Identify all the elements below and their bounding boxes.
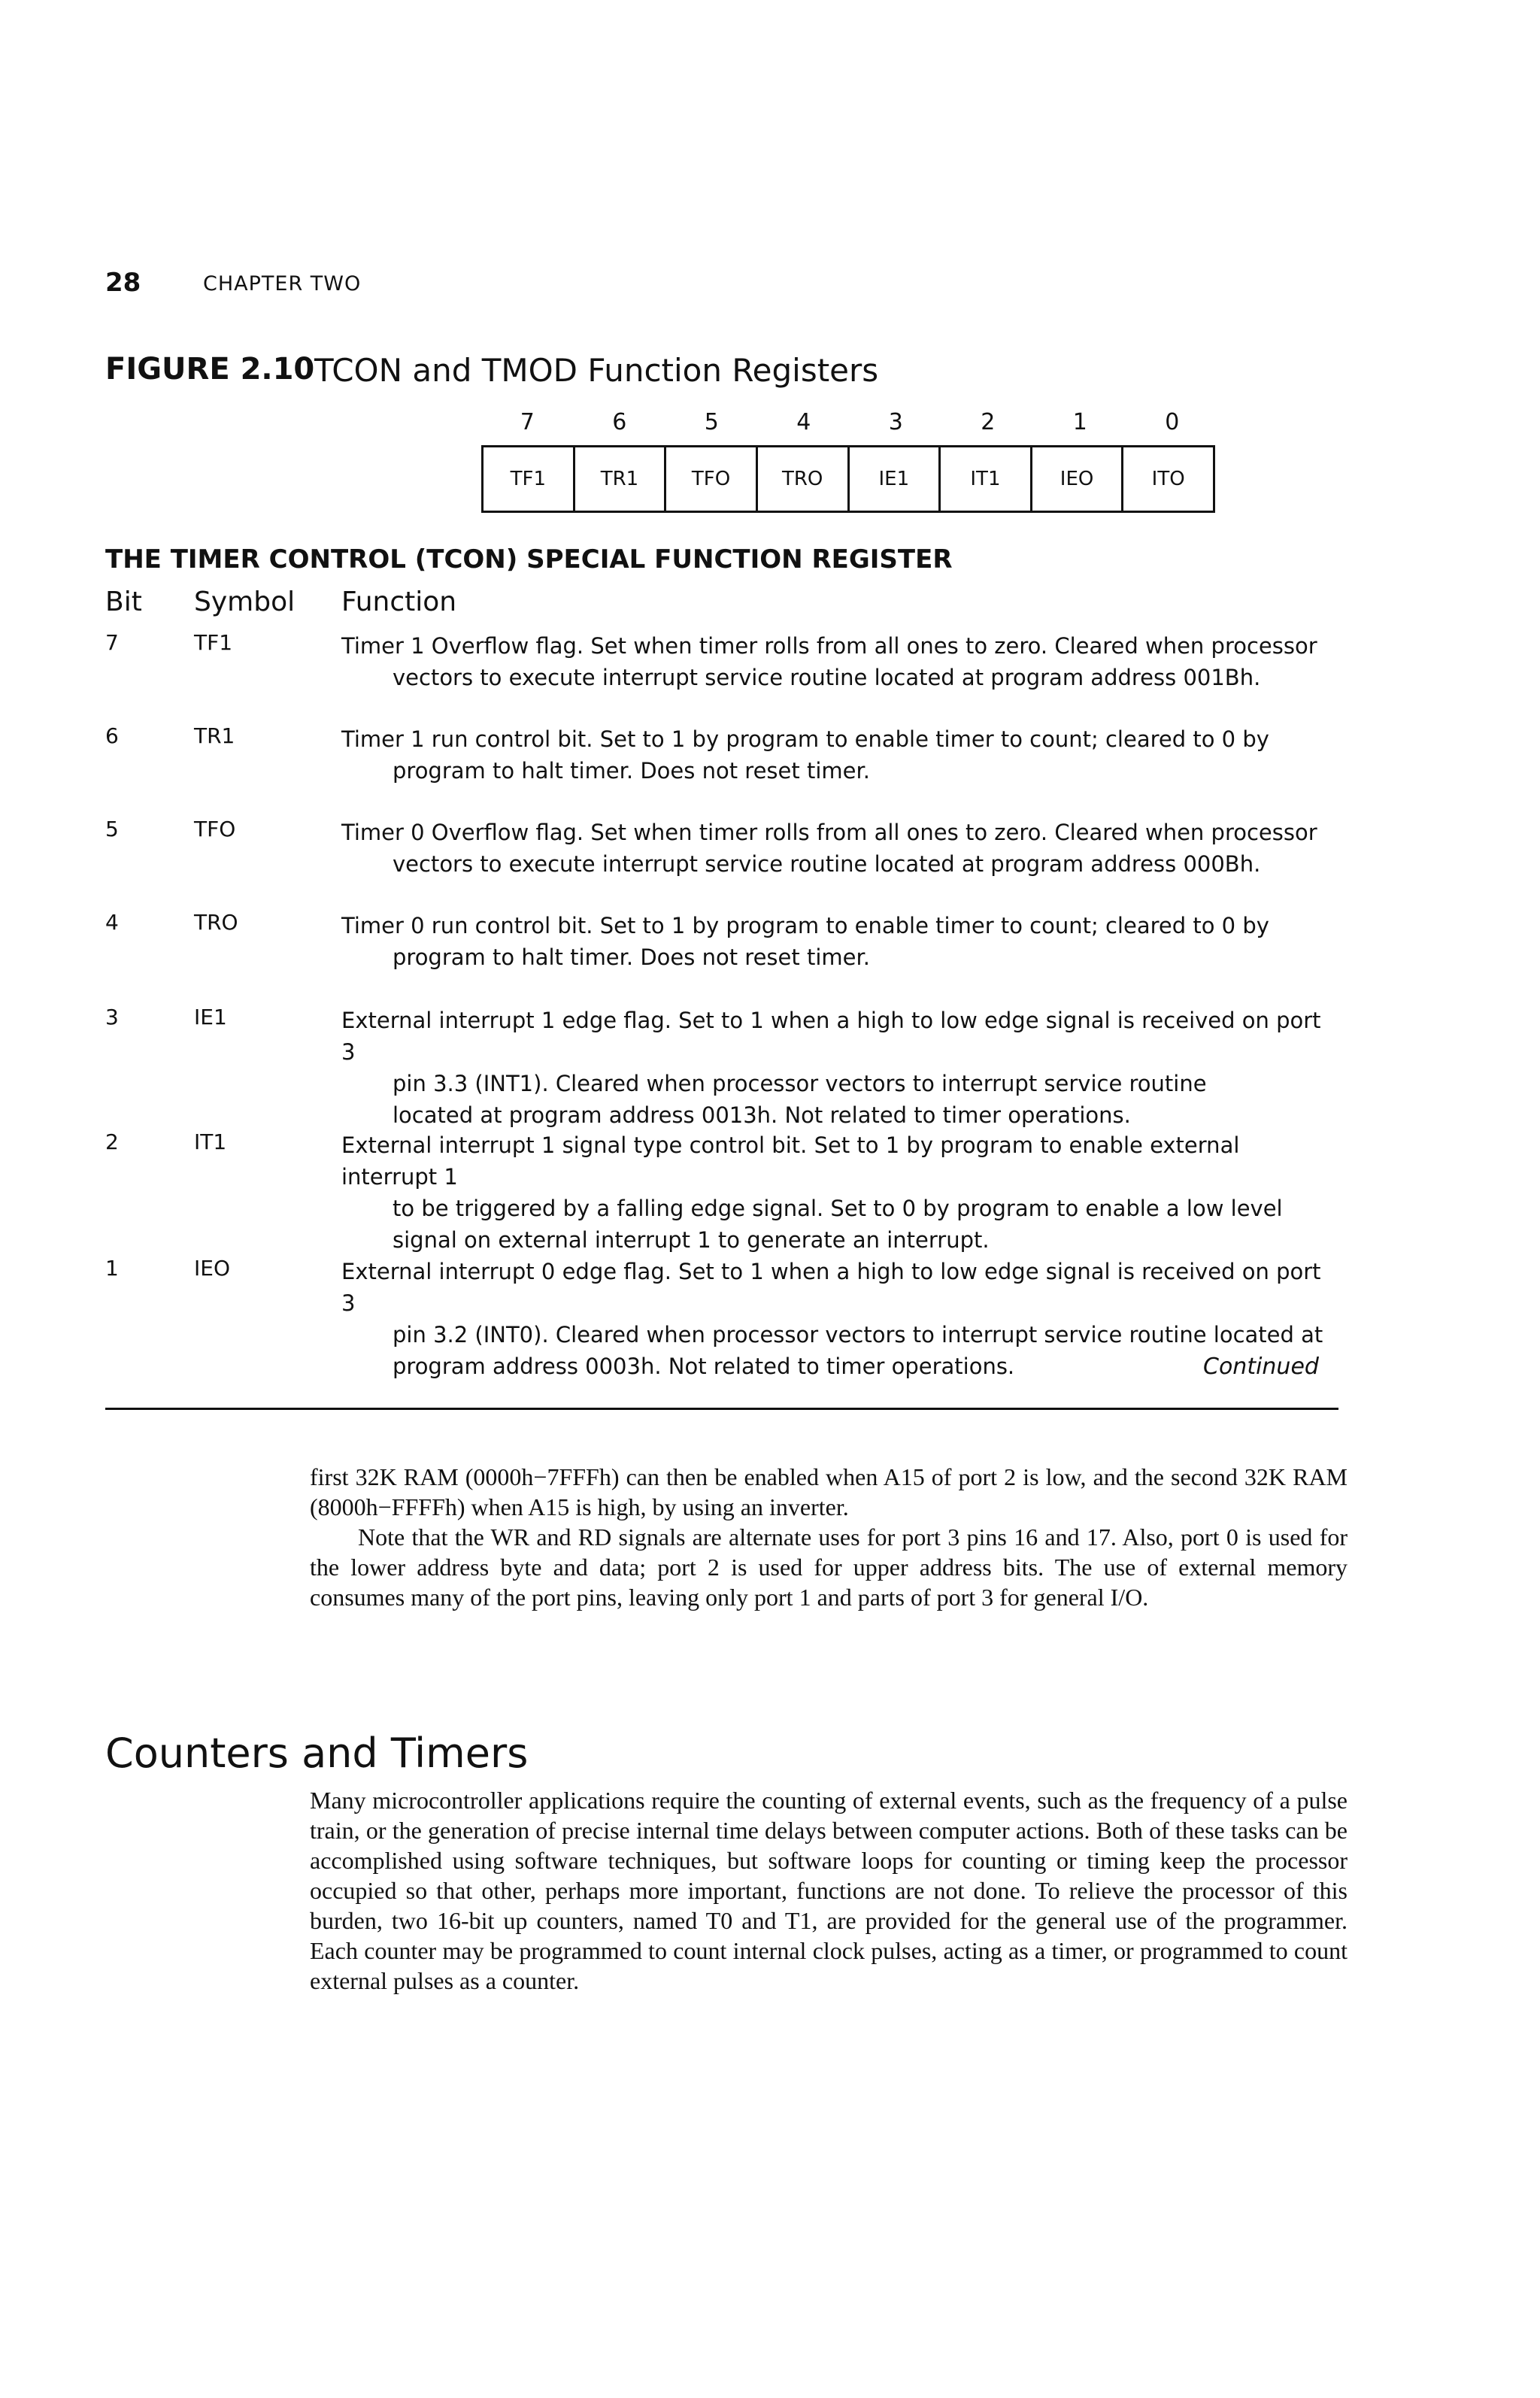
register-cell: TRO (758, 447, 850, 511)
register-cell: IT1 (941, 447, 1032, 511)
function-line: Timer 1 run control bit. Set to 1 by program to enable timer to count; cleared to 0 by (341, 726, 1269, 752)
body-text (310, 1462, 1348, 1612)
function-line: Timer 0 Overflow flag. Set when timer rolls from all ones to zero. Cleared when processor (341, 820, 1317, 845)
row-function (341, 817, 1334, 880)
register-cell: TR1 (575, 447, 667, 511)
function-line: External interrupt 1 edge flag. Set to 1 when a high to low edge signal is received on port 3 (341, 1008, 1321, 1065)
figure-divider (105, 1408, 1338, 1410)
function-line: program to halt timer. Does not reset timer. (393, 944, 870, 970)
row-symbol: TRO (194, 910, 238, 935)
paragraph: Many microcontroller applications require the counting of external events, such as the frequency of a pulse train, or the generation of precise internal time delays between computer actions. Both of these tasks can be accomplished using software techniques, but software loops for counting or timing keep the processor occupied so that other, perhaps more important, functions are not done. To relieve the processor of this burden, two 16-bit up counters, named T0 and T1, are provided for the general use of the programmer. Each counter may be programmed to count internal clock pulses, acting as a timer, or programmed to count external pulses as a counter. (310, 1787, 1348, 1994)
column-header-symbol: Symbol (194, 587, 296, 617)
register-bit-numbers (481, 409, 1218, 439)
register-cell: IE1 (850, 447, 941, 511)
row-bit: 2 (105, 1129, 119, 1154)
row-function (341, 630, 1334, 693)
row-symbol: IE1 (194, 1005, 227, 1029)
page-number: 28 (105, 268, 141, 298)
paragraph: Note that the WR and RD signals are alternate uses for port 3 pins 16 and 17. Also, port 0 is used for the lower address byte and data; port 2 is used for upper address bits. The use of external memory consumes many of the port pins, leaving only port 1 and parts of port 3 for general I/O. (310, 1523, 1348, 1611)
function-line: External interrupt 0 edge flag. Set to 1 when a high to low edge signal is received on port 3 (341, 1259, 1321, 1316)
row-symbol: TFO (194, 817, 236, 841)
bit-number: 7 (520, 409, 535, 435)
section-heading: THE TIMER CONTROL (TCON) SPECIAL FUNCTION REGISTER (105, 544, 953, 574)
function-line: vectors to execute interrupt service routine located at program address 001Bh. (393, 665, 1261, 690)
bit-number: 6 (612, 409, 627, 435)
row-bit: 1 (105, 1256, 119, 1281)
body-text (310, 1785, 1348, 1996)
bit-number: 4 (796, 409, 811, 435)
row-function (341, 1129, 1334, 1256)
row-bit: 5 (105, 817, 119, 841)
bit-number: 2 (981, 409, 996, 435)
function-line: to be triggered by a falling edge signal. Set to 0 by program to enable a low level (393, 1196, 1283, 1221)
function-line: located at program address 0013h. Not related to timer operations. (393, 1102, 1131, 1128)
row-bit: 6 (105, 723, 119, 748)
function-line: signal on external interrupt 1 to generate an interrupt. (393, 1227, 990, 1253)
register-cell: TF1 (484, 447, 575, 511)
row-bit: 3 (105, 1005, 119, 1029)
register-cell: ITO (1151, 468, 1185, 490)
tcon-register-diagram (481, 445, 1215, 513)
chapter-label: CHAPTER TWO (203, 272, 362, 296)
column-header-bit: Bit (105, 587, 142, 617)
bit-number: 1 (1072, 409, 1087, 435)
bit-number: 0 (1165, 409, 1180, 435)
function-line: pin 3.2 (INT0). Cleared when processor vectors to interrupt service routine located at (393, 1322, 1323, 1348)
register-cell: IEO (1032, 447, 1124, 511)
function-line: vectors to execute interrupt service routine located at program address 000Bh. (393, 851, 1261, 877)
function-line: program address 0003h. Not related to timer operations. (393, 1354, 1015, 1379)
paragraph: first 32K RAM (0000h−7FFFh) can then be enabled when A15 of port 2 is low, and the second 32K RAM (8000h−FFFFh) when A15 is high, by using an inverter. (310, 1463, 1348, 1520)
row-symbol: IEO (194, 1256, 230, 1281)
figure-label: FIGURE 2.10 (105, 352, 315, 387)
row-symbol: TF1 (194, 630, 233, 655)
row-bit: 4 (105, 910, 119, 935)
bit-number: 3 (888, 409, 903, 435)
function-line: External interrupt 1 signal type control bit. Set to 1 by program to enable external interrupt 1 (341, 1132, 1240, 1190)
function-line: pin 3.3 (INT1). Cleared when processor vectors to interrupt service routine (393, 1071, 1207, 1096)
column-header-function: Function (341, 587, 457, 617)
function-line: program to halt timer. Does not reset timer. (393, 758, 870, 784)
row-function (341, 910, 1334, 973)
row-symbol: IT1 (194, 1129, 227, 1154)
function-line: Timer 1 Overflow flag. Set when timer rolls from all ones to zero. Cleared when processor (341, 633, 1317, 659)
row-bit: 7 (105, 630, 119, 655)
row-symbol: TR1 (194, 723, 235, 748)
register-cell: TFO (666, 447, 758, 511)
row-function (341, 1256, 1334, 1382)
continued-label: Continued (1203, 1354, 1319, 1380)
bit-number: 5 (704, 409, 719, 435)
row-function (341, 723, 1334, 787)
section-title: Counters and Timers (105, 1730, 529, 1777)
row-function (341, 1005, 1334, 1131)
function-line: Timer 0 run control bit. Set to 1 by program to enable timer to count; cleared to 0 by (341, 913, 1269, 938)
figure-title: TCON and TMOD Function Registers (314, 352, 879, 389)
